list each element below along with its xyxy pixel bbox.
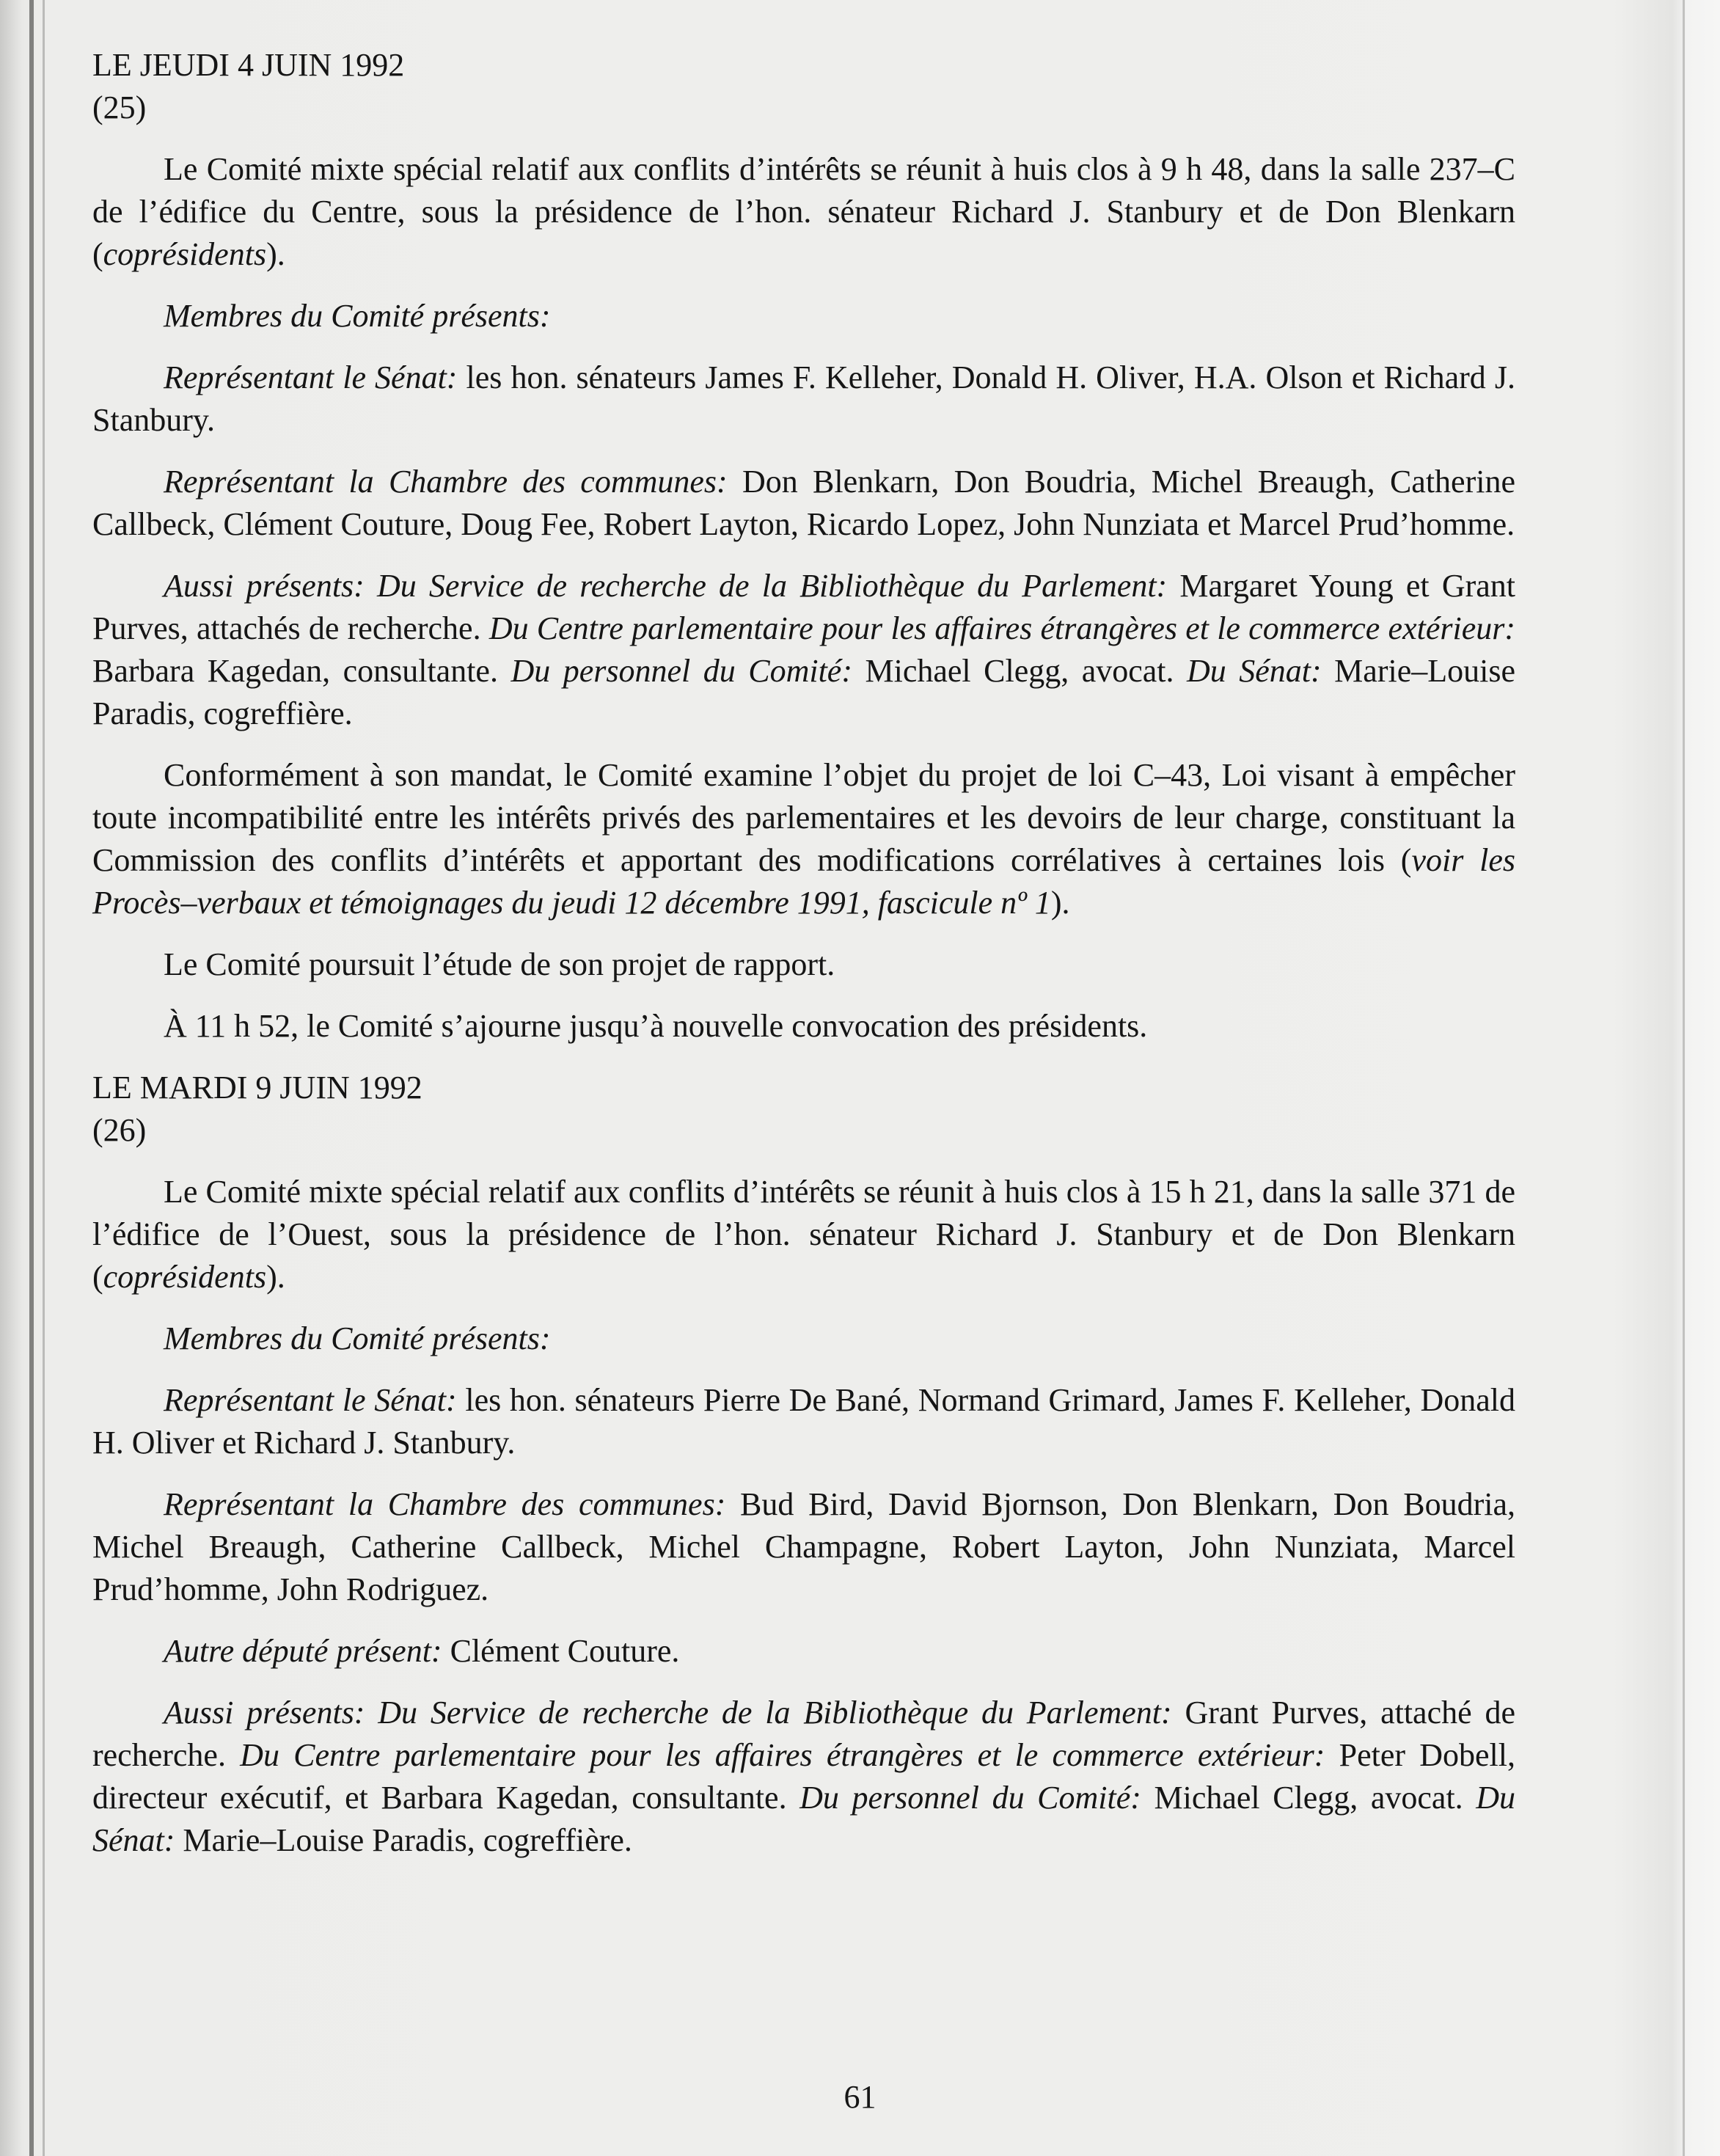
- senate-text: les hon. sénateurs James F. Kelleher, Donald H. Oliver, H.A. Olson et Richard J. Stanbury.: [92, 359, 1515, 438]
- members-heading: [92, 1318, 1515, 1360]
- opening-emphasis: coprésidents: [103, 236, 267, 272]
- senate-text: les hon. sénateurs Pierre De Bané, Normand Grimard, James F. Kelleher, Donald H. Oliver et Richard J. Stanbury.: [92, 1382, 1516, 1461]
- adjourn-paragraph: À 11 h 52, le Comité s’ajourne jusqu’à nouvelle convocation des présidents.: [164, 1008, 1148, 1044]
- meeting-section-25: [92, 44, 1515, 1048]
- opening-paragraph: [92, 148, 1515, 276]
- also-text-4: Marie–Louise Paradis, cogreffière.: [92, 653, 1515, 731]
- page-number: 61: [843, 2079, 877, 2115]
- meeting-number: (25): [92, 89, 147, 125]
- opening-text: Le Comité mixte spécial relatif aux conflits d’intérêts se réunit à huis clos à 9 h 48, dans la salle 237–C de l’édifice du Centre, sous la présidence de l’hon. sénateur Richard J. Stanbury et de Don Blenkarn (: [92, 151, 1515, 272]
- study-paragraph: Le Comité poursuit l’étude de son projet de rapport.: [164, 946, 835, 982]
- opening-paragraph: [92, 1171, 1515, 1298]
- senate-members: [92, 357, 1515, 442]
- also-label-1: Aussi présents: Du Service de recherche de la Bibliothèque du Parlement:: [164, 1695, 1172, 1731]
- also-text-3: Michael Clegg, avocat.: [852, 653, 1187, 689]
- commons-text: Bud Bird, David Bjornson, Don Blenkarn, Don Boudria, Michel Breaugh, Catherine Callbeck, Michel Champagne, Robert Layton, John Nunziata, Marcel Prud’homme, John Rodriguez.: [92, 1486, 1515, 1607]
- also-text-1: Grant Purves, attaché de recherche.: [92, 1695, 1515, 1773]
- also-text-3: Michael Clegg, avocat.: [1141, 1780, 1476, 1816]
- commons-members: [92, 1483, 1515, 1611]
- page-content: [92, 44, 1515, 1881]
- also-label-3: Du personnel du Comité:: [510, 653, 852, 689]
- meeting-date: LE MARDI 9 JUIN 1992: [92, 1070, 422, 1106]
- also-present: [92, 1692, 1515, 1862]
- binding-shadow-secondary: [43, 0, 45, 2156]
- opening-after: ).: [266, 1259, 285, 1295]
- opening-text: Le Comité mixte spécial relatif aux conflits d’intérêts se réunit à huis clos à 15 h 21, dans la salle 371 de l’édifice de l’Ouest, sous la présidence de l’hon. sénateur Richard J. Stanbury et de Don Blenkarn (: [92, 1174, 1515, 1295]
- meeting-date: LE JEUDI 4 JUIN 1992: [92, 47, 405, 83]
- also-label-2: Du Centre parlementaire pour les affaires étrangères et le commerce extérieur:: [240, 1737, 1325, 1773]
- also-label-4: Du Sénat:: [92, 1780, 1516, 1858]
- also-text-2: Barbara Kagedan, consultante.: [92, 653, 511, 689]
- senate-members: [92, 1379, 1515, 1464]
- also-text-1: Margaret Young et Grant Purves, attachés de recherche.: [92, 568, 1515, 646]
- also-text-2: Peter Dobell, directeur exécutif, et Barbara Kagedan, consultante.: [92, 1737, 1515, 1816]
- also-label-1: Aussi présents: Du Service de recherche de la Bibliothèque du Parlement:: [164, 568, 1168, 604]
- binding-shadow: [29, 0, 34, 2156]
- mandate-after: ).: [1050, 885, 1070, 921]
- senate-label: Représentant le Sénat:: [164, 359, 458, 395]
- also-label-2: Du Centre parlementaire pour les affaires étrangères et le commerce extérieur:: [488, 610, 1515, 646]
- commons-label: Représentant la Chambre des communes:: [164, 464, 728, 500]
- page-edge: [1683, 0, 1685, 2156]
- meeting-header: [92, 44, 1515, 129]
- mandate-paragraph: [92, 754, 1515, 924]
- meeting-section-26: [92, 1067, 1515, 1862]
- also-label-3: Du personnel du Comité:: [799, 1780, 1141, 1816]
- also-label-4: Du Sénat:: [1187, 653, 1322, 689]
- meeting-number: (26): [92, 1112, 147, 1148]
- senate-label: Représentant le Sénat:: [164, 1382, 457, 1418]
- commons-label: Représentant la Chambre des communes:: [164, 1486, 726, 1522]
- mandate-text: Conformément à son mandat, le Comité examine l’objet du projet de loi C–43, Loi visant à empêcher toute incompatibilité entre les intérêts privés des parlementaires et les devoirs de leur charge, constituant la Commission des conflits d’intérêts et apportant des modifications corrélatives à certaines lois (: [92, 757, 1515, 878]
- opening-emphasis: coprésidents: [103, 1259, 267, 1295]
- also-text-4: Marie–Louise Paradis, cogreffière.: [175, 1822, 632, 1858]
- members-heading: [92, 295, 1515, 337]
- other-member: [92, 1630, 1515, 1673]
- meeting-header: [92, 1067, 1515, 1152]
- members-heading-text: Membres du Comité présents:: [164, 298, 551, 334]
- commons-text: Don Blenkarn, Don Boudria, Michel Breaugh, Catherine Callbeck, Clément Couture, Doug Fee, Robert Layton, Ricardo Lopez, John Nunziata et Marcel Prud’homme.: [92, 464, 1515, 542]
- commons-members: [92, 461, 1515, 546]
- mandate-emphasis: voir les Procès–verbaux et témoignages du jeudi 12 décembre 1991, fascicule nº 1: [92, 842, 1515, 921]
- opening-after: ).: [266, 236, 285, 272]
- also-present: [92, 565, 1515, 735]
- other-text: Clément Couture.: [442, 1633, 680, 1669]
- other-label: Autre député présent:: [164, 1633, 442, 1669]
- members-heading-text: Membres du Comité présents:: [164, 1320, 551, 1356]
